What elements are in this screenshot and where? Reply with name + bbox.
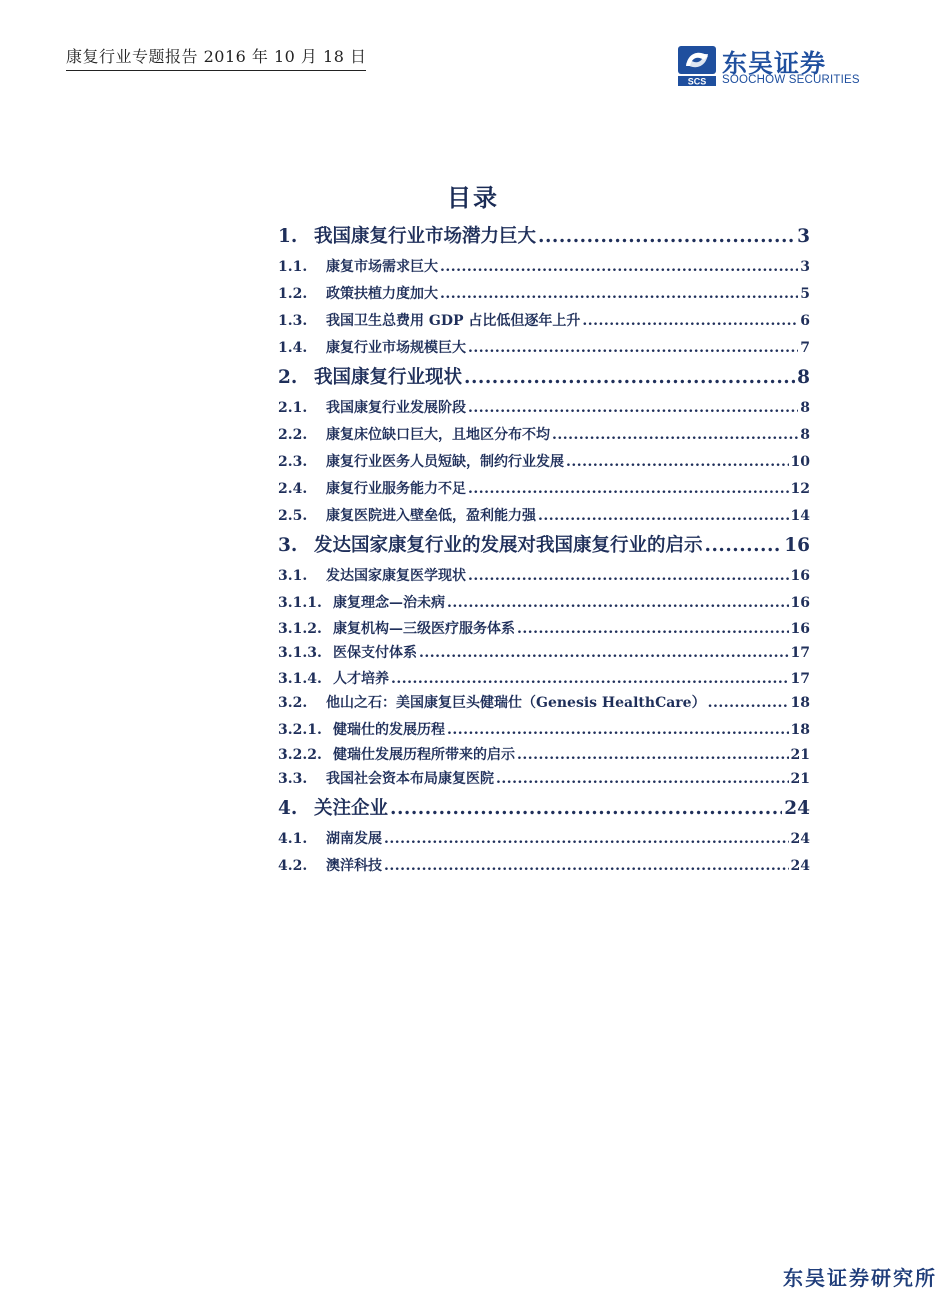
toc-entry-page: 3 — [797, 226, 810, 247]
toc-leader-dots — [517, 621, 789, 637]
toc-entry-page: 12 — [790, 481, 810, 497]
toc-entry-page: 21 — [790, 747, 810, 763]
company-logo — [678, 44, 868, 90]
toc-entry-label: 他山之石：美国康复巨头健瑞仕（Genesis HealthCare） — [326, 695, 706, 711]
toc-entry-page: 16 — [790, 568, 810, 584]
toc-entry[interactable] — [278, 618, 810, 638]
toc-entry-number: 4. — [278, 798, 298, 819]
toc-entry[interactable] — [278, 768, 810, 788]
toc-entry-page: 24 — [790, 858, 810, 874]
toc-entry-label: 康复行业服务能力不足 — [326, 481, 466, 497]
toc-leader-dots — [517, 747, 789, 763]
toc-entry-page: 24 — [790, 831, 810, 847]
toc-entry-number: 1.2. — [278, 286, 308, 302]
toc-entry-label: 湖南发展 — [326, 831, 382, 847]
toc-entry-label: 康复床位缺口巨大，且地区分布不均 — [326, 427, 550, 443]
toc-entry-page: 24 — [784, 798, 810, 819]
toc-entry[interactable] — [278, 478, 810, 498]
toc-entry-page: 17 — [790, 645, 810, 661]
toc-entry-number: 3.1.3. — [278, 645, 322, 661]
toc-entry-label: 发达国家康复行业的发展对我国康复行业的启示 — [314, 535, 703, 556]
toc-entry-page: 18 — [790, 722, 810, 738]
toc-entry-number: 3. — [278, 535, 298, 556]
toc-entry-label: 人才培养 — [333, 671, 389, 687]
toc-leader-dots — [440, 259, 798, 275]
toc-entry[interactable] — [278, 337, 810, 357]
toc-leader-dots — [384, 831, 789, 847]
toc-entry-number: 1.1. — [278, 259, 308, 275]
toc-entry-number: 1.4. — [278, 340, 308, 356]
toc-leader-dots — [468, 481, 789, 497]
toc-entry-page: 16 — [790, 595, 810, 611]
logo-english-name: SOOCHOW SECURITIES — [722, 74, 860, 86]
toc-entry[interactable] — [278, 397, 810, 417]
toc-entry-page: 8 — [800, 400, 810, 416]
toc-leader-dots — [447, 595, 789, 611]
toc-leader-dots — [384, 858, 789, 874]
toc-entry[interactable] — [278, 363, 810, 389]
toc-entry-label: 健瑞仕的发展历程 — [333, 722, 445, 738]
toc-leader-dots — [552, 427, 798, 443]
toc-entry[interactable] — [278, 283, 810, 303]
toc-entry[interactable] — [278, 256, 810, 276]
toc-entry[interactable] — [278, 794, 810, 820]
toc-entry-label: 我国康复行业发展阶段 — [326, 400, 466, 416]
toc-entry-number: 1. — [278, 226, 298, 247]
toc-entry-page: 16 — [790, 621, 810, 637]
toc-entry-page: 8 — [797, 367, 810, 388]
toc-entry-label: 康复行业医务人员短缺，制约行业发展 — [326, 454, 564, 470]
toc-entry[interactable] — [278, 592, 810, 612]
toc-entry[interactable] — [278, 424, 810, 444]
toc-title: 目录 — [447, 183, 499, 212]
toc-leader-dots — [538, 508, 789, 524]
toc-leader-dots — [447, 722, 789, 738]
toc-leader-dots — [468, 340, 798, 356]
toc-entry-number: 2.5. — [278, 508, 308, 524]
toc-entry-number: 3.1.2. — [278, 621, 322, 637]
toc-entry-number: 3.2.1. — [278, 722, 322, 738]
toc-entry-label: 康复机构—三级医疗服务体系 — [333, 621, 515, 637]
toc-entry-number: 4.1. — [278, 831, 308, 847]
toc-entry-number: 3.2.2. — [278, 747, 322, 763]
logo-chinese-name: 东吴证券 — [722, 49, 827, 78]
toc-entry[interactable] — [278, 828, 810, 848]
toc-entry[interactable] — [278, 451, 810, 471]
toc-leader-dots — [464, 367, 795, 388]
toc-entry[interactable] — [278, 310, 810, 330]
toc-leader-dots — [566, 454, 789, 470]
toc-entry-label: 政策扶植力度加大 — [326, 286, 438, 302]
toc-leader-dots — [468, 568, 789, 584]
toc-entry-number: 2.3. — [278, 454, 308, 470]
toc-entry[interactable] — [278, 692, 810, 712]
toc-entry[interactable] — [278, 531, 810, 557]
toc-leader-dots — [419, 645, 789, 661]
toc-entry-page: 18 — [790, 695, 810, 711]
toc-entry-page: 5 — [800, 286, 810, 302]
toc-entry-number: 3.1.4. — [278, 671, 322, 687]
toc-entry[interactable] — [278, 855, 810, 875]
toc-entry[interactable] — [278, 642, 810, 662]
toc-entry-number: 2.2. — [278, 427, 308, 443]
toc-entry-label: 康复市场需求巨大 — [326, 259, 438, 275]
footer-institute-name: 东吴证券研究所 — [783, 1266, 937, 1290]
toc-entry-label: 发达国家康复医学现状 — [326, 568, 466, 584]
scs-logo-icon — [678, 46, 716, 86]
toc-leader-dots — [496, 771, 789, 787]
toc-entry-number: 2. — [278, 367, 298, 388]
toc-entry-label: 澳洋科技 — [326, 858, 382, 874]
toc-leader-dots — [705, 535, 783, 556]
report-header-title: 康复行业专题报告 2016 年 10 月 18 日 — [66, 44, 366, 71]
toc-entry-number: 4.2. — [278, 858, 308, 874]
toc-entry-number: 1.3. — [278, 313, 308, 329]
toc-leader-dots — [391, 671, 789, 687]
toc-entry-page: 7 — [800, 340, 810, 356]
toc-entry-label: 我国康复行业现状 — [314, 367, 463, 388]
toc-entry-label: 我国社会资本布局康复医院 — [326, 771, 494, 787]
toc-entry-number: 3.3. — [278, 771, 308, 787]
toc-leader-dots — [440, 286, 798, 302]
toc-entry-label: 健瑞仕发展历程所带来的启示 — [333, 747, 515, 763]
toc-entry-label: 我国康复行业市场潜力巨大 — [314, 226, 537, 247]
toc-entry[interactable] — [278, 719, 810, 739]
toc-entry-label: 我国卫生总费用 GDP 占比低但逐年上升 — [326, 313, 581, 329]
toc-entry-number: 3.2. — [278, 695, 308, 711]
toc-entry-page: 17 — [790, 671, 810, 687]
toc-entry-page: 3 — [800, 259, 810, 275]
svg-text:SCS: SCS — [687, 76, 707, 86]
toc-entry-number: 2.4. — [278, 481, 308, 497]
toc-entry-page: 21 — [790, 771, 810, 787]
toc-entry-label: 康复行业市场规模巨大 — [326, 340, 466, 356]
toc-entry[interactable] — [278, 668, 810, 688]
toc-entry-label: 康复医院进入壁垒低，盈利能力强 — [326, 508, 536, 524]
toc-entry-label: 关注企业 — [314, 798, 389, 819]
toc-entry-number: 3.1. — [278, 568, 308, 584]
toc-entry-label: 康复理念—治未病 — [333, 595, 445, 611]
toc-leader-dots — [390, 798, 782, 819]
toc-leader-dots — [468, 400, 798, 416]
toc-entry-page: 14 — [790, 508, 810, 524]
toc-leader-dots — [538, 226, 795, 247]
toc-entry-page: 8 — [800, 427, 810, 443]
toc-entry-page: 16 — [784, 535, 810, 556]
toc-entry-label: 医保支付体系 — [333, 645, 417, 661]
toc-entry-number: 2.1. — [278, 400, 308, 416]
toc-entry-page: 10 — [790, 454, 810, 470]
toc-entry-number: 3.1.1. — [278, 595, 322, 611]
toc-entry[interactable] — [278, 744, 810, 764]
toc-entry-page: 6 — [800, 313, 810, 329]
toc-leader-dots — [582, 313, 798, 329]
toc-entry[interactable] — [278, 222, 810, 248]
toc-entry[interactable] — [278, 505, 810, 525]
toc-leader-dots — [708, 695, 789, 711]
toc-entry[interactable] — [278, 565, 810, 585]
